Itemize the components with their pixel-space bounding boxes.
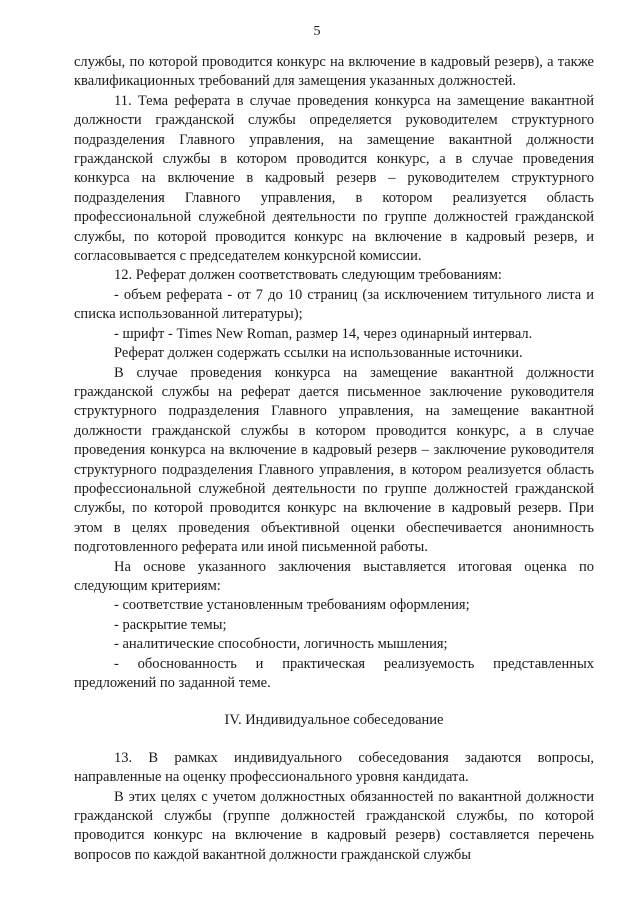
section-heading: IV. Индивидуальное собеседование	[224, 712, 444, 729]
page-number: 5	[313, 24, 321, 39]
list-item: - соответствие установленным требованиям оформления;	[114, 597, 470, 614]
paragraph: службы, по которой проводится конкурс на включение в кадровый резерв), а также квалификационных требований для замещения указанных должностей.	[74, 54, 594, 90]
paragraph: В этих целях с учетом должностных обязанностей по вакантной должности гражданской службы (группе должностей гражданской службы, по которой проводится конкурс на включение в кадровый резерв) составляется перечень вопросов по каждой вакантной должности гражданской службы	[74, 788, 594, 863]
paragraph: 13. В рамках индивидуального собеседования задаются вопросы, направленные на оценку профессионального уровня кандидата.	[74, 749, 594, 786]
paragraph: В случае проведения конкурса на замещение вакантной должности гражданской службы на реферат дается письменное заключение руководителя структурного подразделения Главного управления, на замещение вакантной должности гражданской службы в котором проводится конкурс, а в случае проведения конкурса на включение в кадровый резерв – заключение руководителя структурного подразделения Главного управления, в котором реализуется область профессиональной служебной деятельности по группе должностей гражданской службы, по которой проводится конкурс на включение в кадровый резерв. При этом в целях проведения объективной оценки обеспечивается анонимность подготовленного реферата или иной письменной работы.	[74, 364, 594, 556]
paragraph: 11. Тема реферата в случае проведения конкурса на замещение вакантной должности гражданской службы определяется руководителем структурного подразделения Главного управления, на замещение вакантной должности гражданской службы в котором проводится конкурс, а в случае проведения конкурса на включение в кадровый резерв – руководителем структурного подразделения Главного управления, в котором реализуется область профессиональной служебной деятельности по группе должностей гражданской службы, по которой проводится конкурс на включение в кадровый резерв, и согласовывается с председателем конкурсной комиссии.	[74, 92, 594, 265]
list-item: - шрифт - Times New Roman, размер 14, через одинарный интервал.	[114, 325, 533, 342]
list-item: - аналитические способности, логичность мышления;	[114, 636, 448, 653]
paragraph: Реферат должен содержать ссылки на использованные источники.	[114, 345, 523, 362]
list-item: - раскрытие темы;	[114, 616, 227, 633]
document-body	[74, 53, 594, 865]
list-item: - объем реферата - от 7 до 10 страниц (за исключением титульного листа и списка использованной литературы);	[74, 286, 594, 323]
list-item: - обоснованность и практическая реализуемость представленных предложений по заданной теме.	[74, 655, 594, 691]
paragraph: На основе указанного заключения выставляется итоговая оценка по следующим критериям:	[74, 558, 594, 594]
paragraph: 12. Реферат должен соответствовать следующим требованиям:	[114, 267, 502, 284]
